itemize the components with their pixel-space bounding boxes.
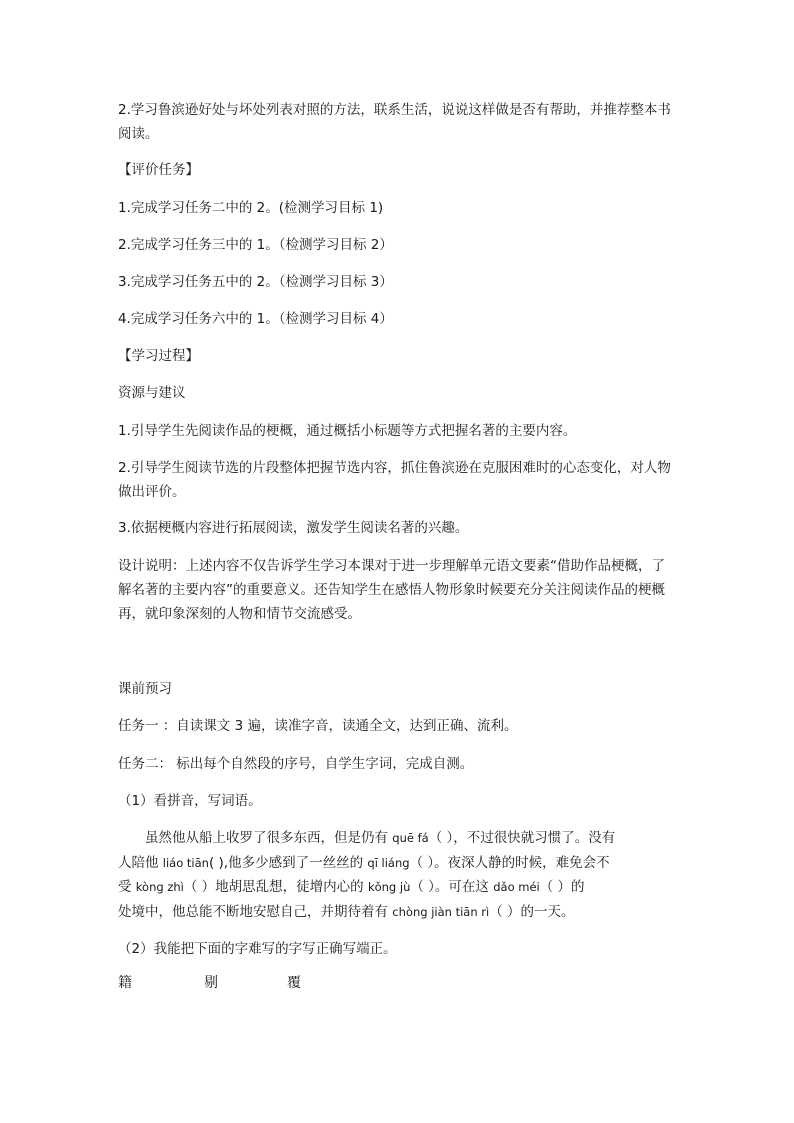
pinyin-word: liáo tiān — [162, 856, 209, 870]
pinyin-word: quē fá — [392, 831, 429, 845]
method-paragraph: 2.学习鲁滨逊好处与坏处列表对照的方法，联系生活，说说这样做是否有帮助，并推荐整本书阅读。 — [118, 102, 671, 142]
eval-item-3: 3.完成学习任务五中的 2。（检测学习目标 3） — [118, 274, 393, 290]
pinyin-word: qī liáng — [367, 856, 410, 870]
pinyin-word: dǎo méi — [493, 880, 540, 894]
resource-item-3: 3.依据梗概内容进行拓展阅读，激发学生阅读名著的兴趣。 — [118, 520, 469, 536]
hard-char-3: 覆 — [287, 975, 301, 991]
pinyin-line-4: 处境中，他总能不断地安慰自己，并期待着有 chòng jiàn tiān rì（ ）的一天。 — [118, 904, 575, 920]
resource-item-2: 2.引导学生阅读节选的片段整体把握节选内容，抓住鲁滨逊在克服困难时的心态变化，对人物做出评价。 — [118, 460, 671, 500]
pinyin-line-3: 受 kòng zhì（ ）地胡思乱想，徒增内心的 kǒng jù（ ）。可在这 dǎo méi（ ）的 — [118, 879, 585, 895]
hard-char-2: 剔 — [204, 975, 218, 991]
eval-heading: 【评价任务】 — [118, 162, 199, 178]
eval-item-1: 1.完成学习任务二中的 2。(检测学习目标 1) — [118, 200, 384, 216]
eval-item-4: 4.完成学习任务六中的 1。（检测学习目标 4） — [118, 311, 393, 327]
eval-item-2: 2.完成学习任务三中的 1。（检测学习目标 2） — [118, 237, 393, 253]
task-two: 任务二： 标出每个自然段的序号，自学生字词，完成自测。 — [118, 756, 474, 772]
resource-item-1: 1.引导学生先阅读作品的梗概，通过概括小标题等方式把握名著的主要内容。 — [118, 423, 577, 439]
design-note: 设计说明：上述内容不仅告诉学生学习本课对于进一步理解单元语文要素“借助作品梗概，了解名著的主要内容”的重要意义。还告知学生在感悟人物形象时候要充分关注阅读作品的梗概再，就印象深刻的人物和情节交流感受。 — [118, 558, 665, 622]
preview-heading: 课前预习 — [118, 681, 172, 697]
pinyin-word: kòng zhì — [135, 880, 184, 894]
pinyin-word: kǒng jù — [367, 880, 411, 894]
task-one: 任务一 ：自读课文 3 遍，读准字音，读通全文，达到正确、流利。 — [118, 718, 518, 734]
pinyin-line-1: 虽然他从船上收罗了很多东西，但是仍有 quē fá（ ），不过很快就习惯了。没有 — [145, 830, 616, 846]
pinyin-word: chòng jiàn tiān rì — [392, 905, 490, 919]
process-heading: 【学习过程】 — [118, 348, 199, 364]
subtask-pinyin: （1）看拼音，写词语。 — [118, 793, 262, 809]
pinyin-line-2: 人陪他 liáo tiān( ),他多少感到了一丝丝的 qī liáng（ ）。夜深人静的时候，难免会不 — [118, 855, 610, 871]
hard-char-1: 籍 — [118, 975, 132, 991]
resources-heading: 资源与建议 — [118, 385, 186, 401]
subtask-writing: （2）我能把下面的字难写的字写正确写端正。 — [118, 941, 397, 957]
